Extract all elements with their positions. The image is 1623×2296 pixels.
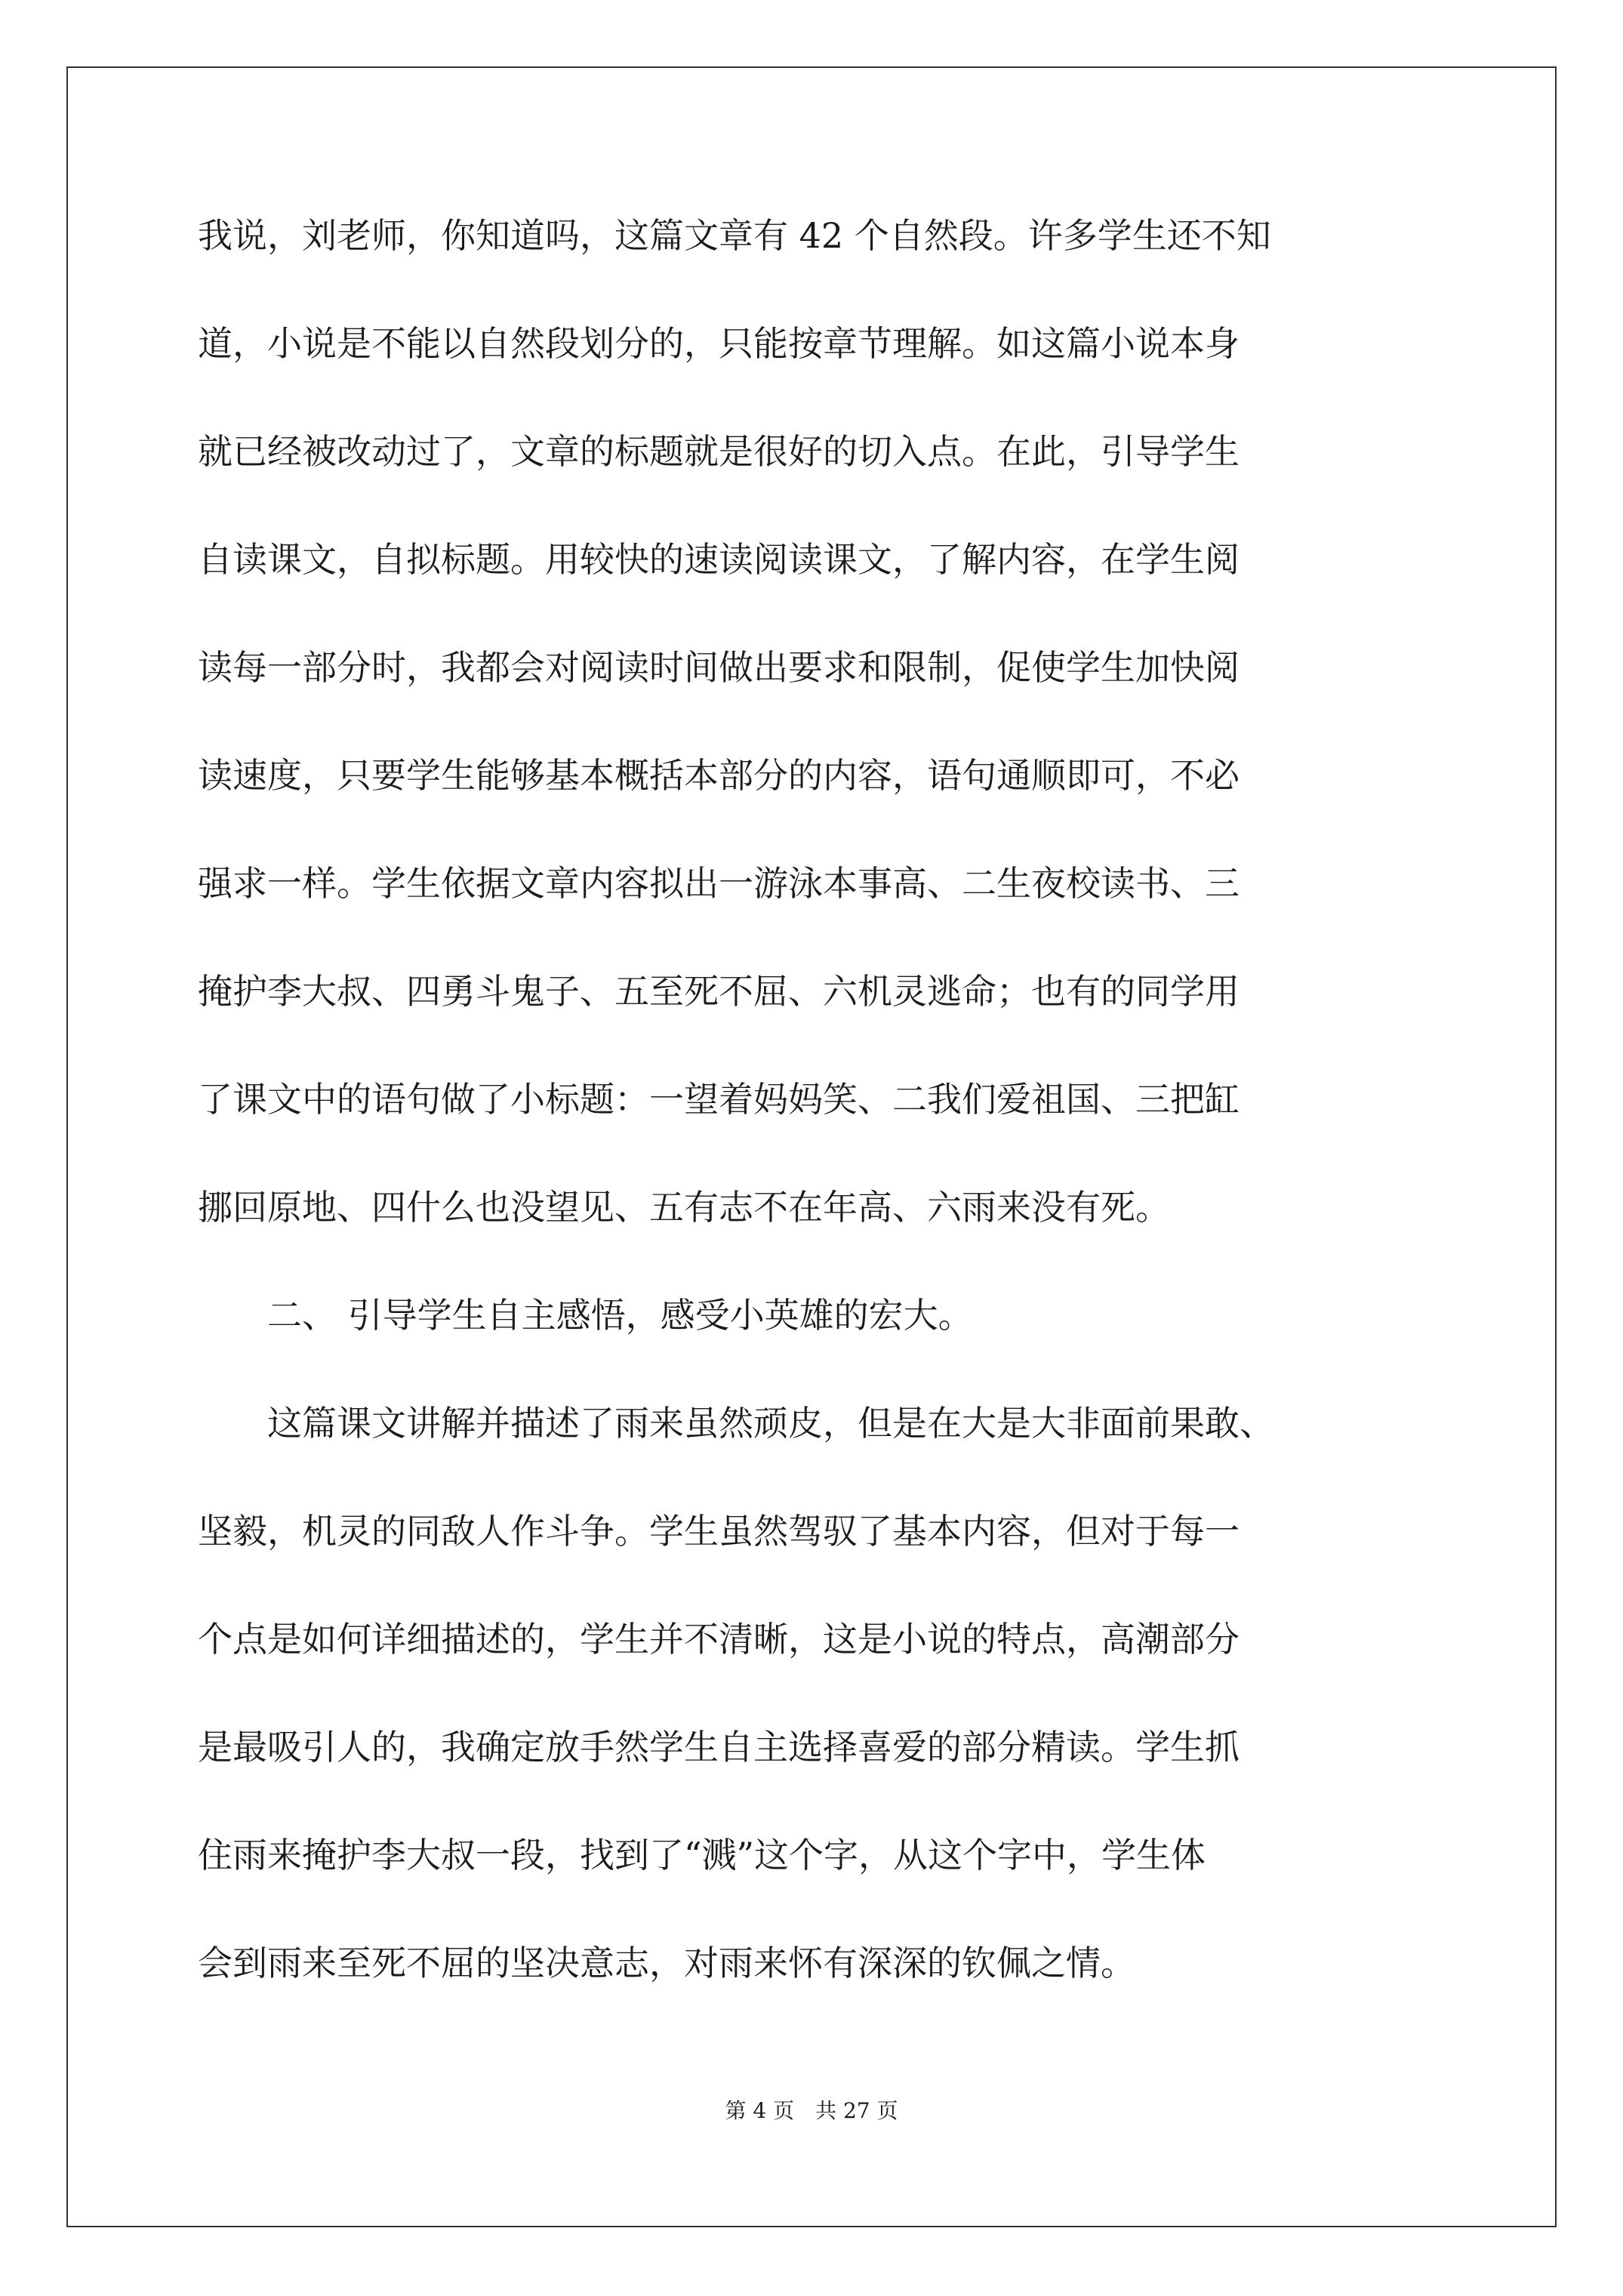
text-line: 住雨来掩护李大叔一段，找到了“溅”这个字，从这个字中，学生体 <box>198 1835 1206 1875</box>
page-number: 第 4 页 共 27 页 <box>725 2098 898 2123</box>
text-line: 掩护李大叔、四勇斗鬼子、五至死不屈、六机灵逃命；也有的同学用 <box>198 971 1240 1012</box>
text-line: 挪回原地、四什么也没望见、五有志不在年高、六雨来没有死。 <box>198 1187 1170 1228</box>
text-line: 了课文中的语句做了小标题：一望着妈妈笑、二我们爱祖国、三把缸 <box>198 1079 1240 1120</box>
text-line: 就已经被改动过了，文章的标题就是很好的切入点。在此，引导学生 <box>198 431 1240 472</box>
text-line: 会到雨来至死不屈的坚决意志，对雨来怀有深深的钦佩之情。 <box>198 1943 1135 1983</box>
text-line: 是最吸引人的，我确定放手然学生自主选择喜爱的部分精读。学生抓 <box>198 1727 1240 1767</box>
text-line: 读每一部分时，我都会对阅读时间做出要求和限制，促使学生加快阅 <box>198 647 1240 688</box>
text-line: 个点是如何详细描述的，学生并不清晰，这是小说的特点，高潮部分 <box>198 1619 1240 1660</box>
text-line: 强求一样。学生依据文章内容拟出一游泳本事高、二生夜校读书、三 <box>198 863 1240 904</box>
text-line: 坚毅，机灵的同敌人作斗争。学生虽然驾驭了基本内容，但对于每一 <box>198 1511 1240 1552</box>
text-line: 这篇课文讲解并描述了雨来虽然顽皮，但是在大是大非面前果敢、 <box>267 1403 1274 1444</box>
text-line: 读速度，只要学生能够基本概括本部分的内容，语句通顺即可，不必 <box>198 755 1240 796</box>
page-border <box>66 66 1557 2227</box>
text-line: 道，小说是不能以自然段划分的，只能按章节理解。如这篇小说本身 <box>198 323 1240 364</box>
section-heading: 二、 引导学生自主感悟，感受小英雄的宏大。 <box>267 1295 973 1336</box>
text-line: 自读课文，自拟标题。用较快的速读阅读课文，了解内容，在学生阅 <box>198 539 1240 580</box>
text-line: 我说，刘老师，你知道吗，这篇文章有 42 个自然段。许多学生还不知 <box>198 215 1271 256</box>
